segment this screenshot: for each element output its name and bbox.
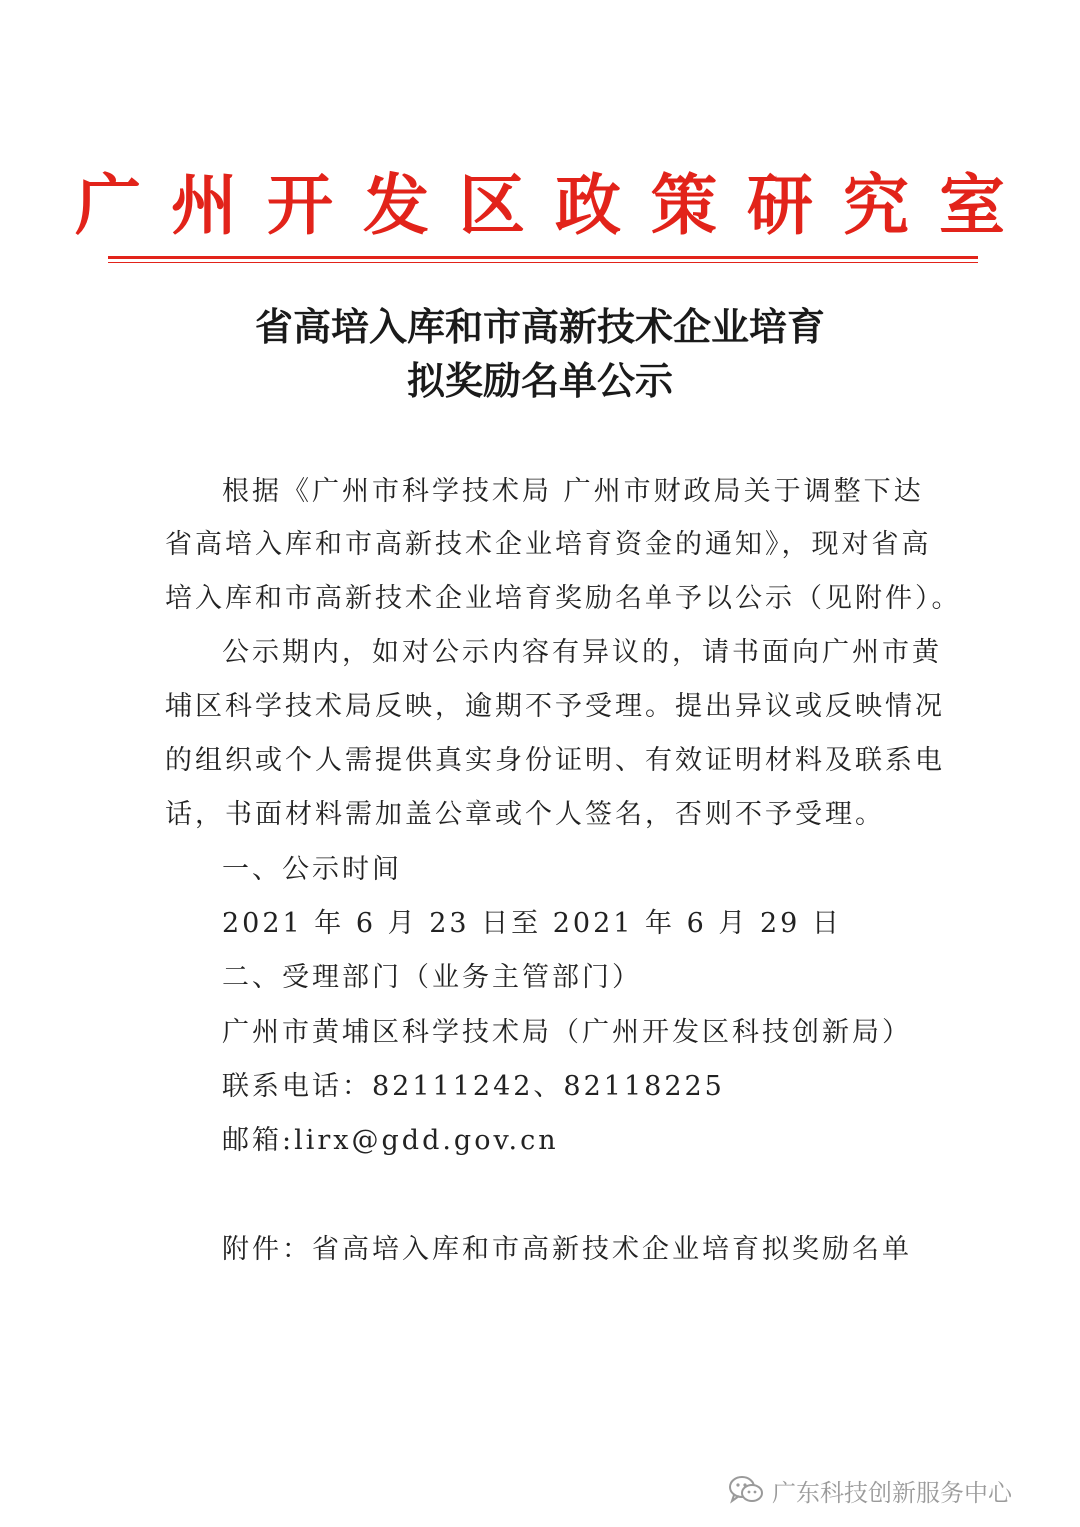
document-title-line2: 拟奖励名单公示: [406, 358, 673, 403]
contact-phone: 联系电话：82111242、82118225: [222, 1071, 725, 1102]
org-header-title: 广州开发区政策研究室: [75, 167, 1035, 244]
wechat-icon: [728, 1475, 764, 1505]
attachment-note: 附件：省高培入库和市高新技术企业培育拟奖励名单: [222, 1234, 912, 1265]
document-title-line1: 省高培入库和市高新技术企业培育: [254, 304, 825, 349]
para1-line2: 省高培入库和市高新技术企业培育资金的通知》，现对省高: [165, 529, 932, 560]
header-divider-thick: [108, 256, 978, 259]
para2-line3: 的组织或个人需提供真实身份证明、有效证明材料及联系电: [165, 745, 945, 776]
header-divider-thin: [108, 262, 978, 263]
section2-department: 广州市黄埔区科学技术局（广州开发区科技创新局）: [222, 1017, 912, 1048]
para2-line2: 埔区科学技术局反映，逾期不予受理。提出异议或反映情况: [165, 691, 945, 722]
wechat-account-name: 广东科技创新服务中心: [772, 1478, 1012, 1507]
para2-line1: 公示期内，如对公示内容有异议的，请书面向广州市黄: [222, 637, 942, 668]
section2-heading: 二、受理部门（业务主管部门）: [222, 962, 642, 993]
section1-date-range: 2021 年 6 月 23 日至 2021 年 6 月 29 日: [222, 908, 842, 939]
para1-line3: 培入库和市高新技术企业培育奖励名单予以公示（见附件）。: [165, 583, 962, 614]
para2-line4: 话，书面材料需加盖公章或个人签名，否则不予受理。: [165, 799, 885, 830]
section1-heading: 一、公示时间: [222, 854, 402, 885]
wechat-watermark: [728, 1470, 1012, 1510]
para1-line1: 根据《广州市科学技术局 广州市财政局关于调整下达: [222, 476, 924, 507]
contact-email: 邮箱:lirx@gdd.gov.cn: [222, 1125, 559, 1156]
